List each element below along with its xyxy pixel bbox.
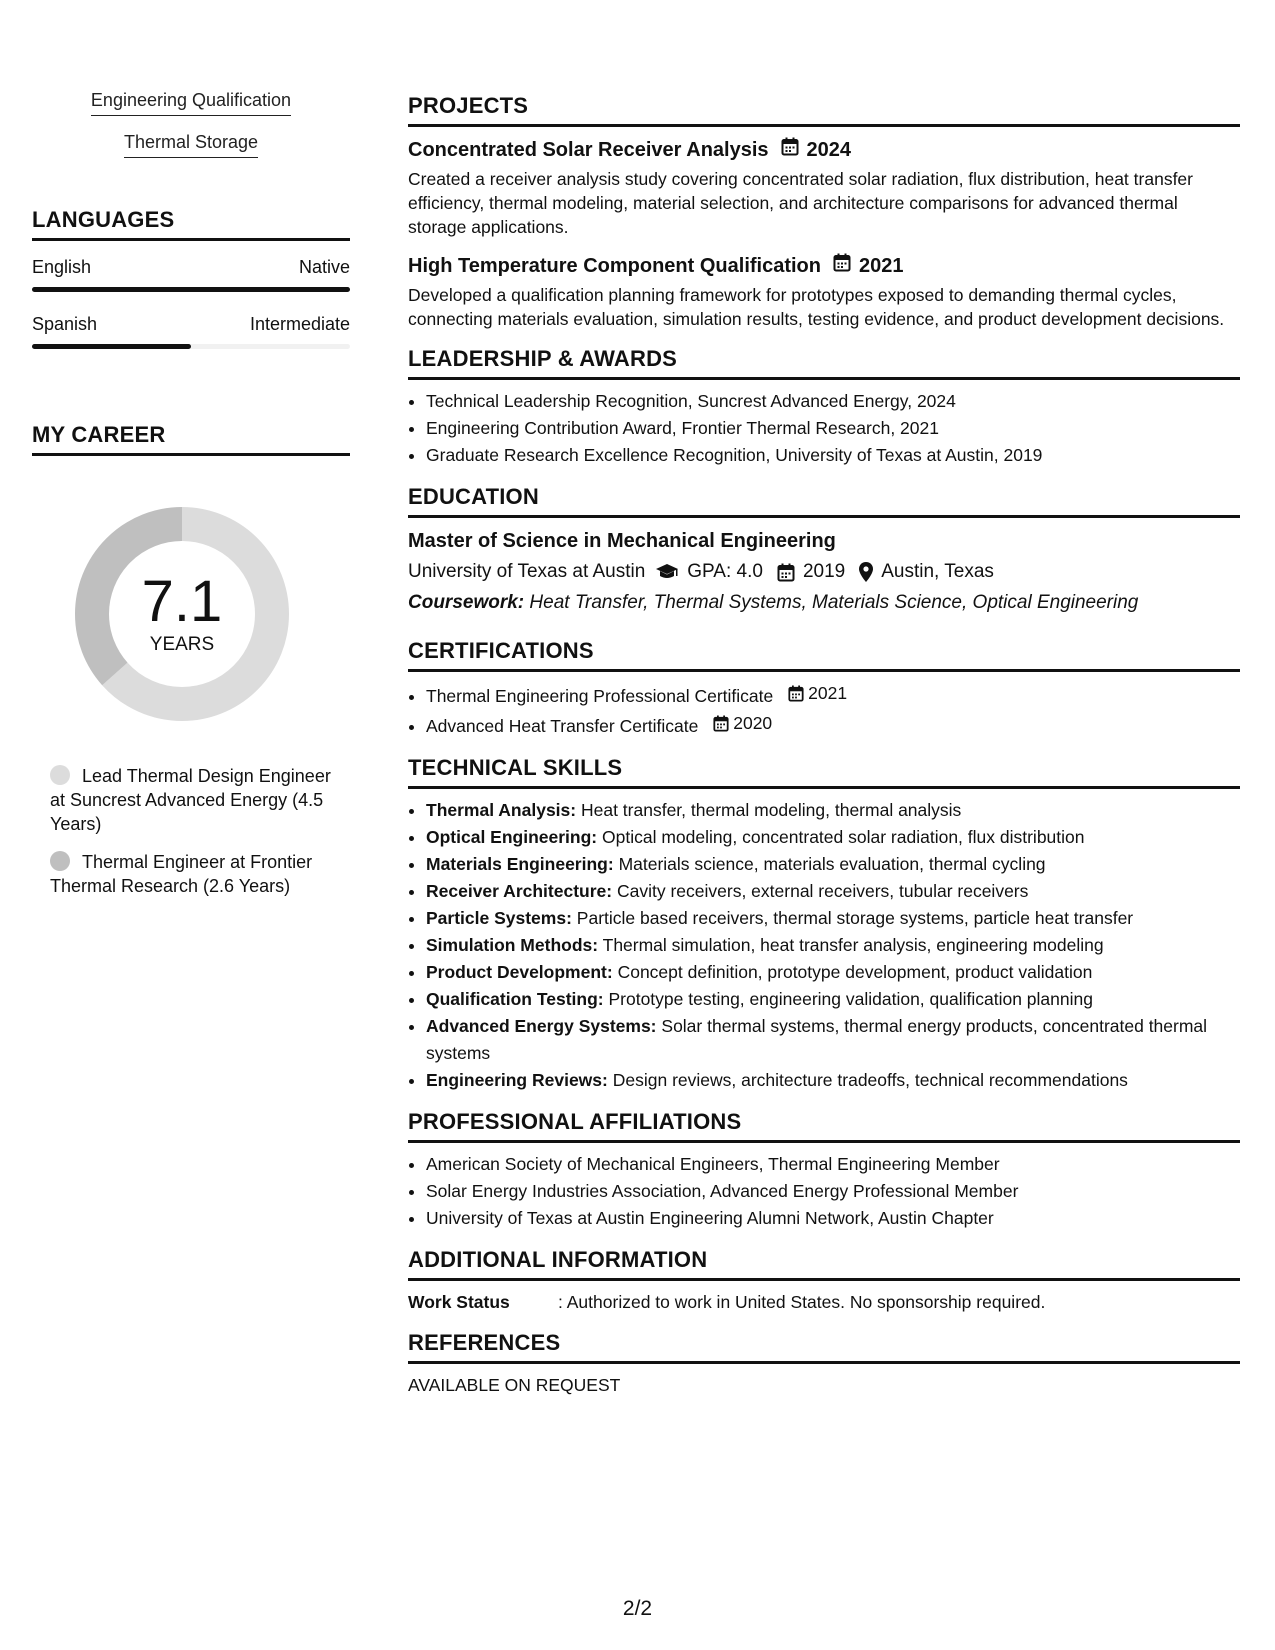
calendar-icon bbox=[833, 253, 851, 279]
list-item bbox=[426, 932, 1240, 959]
certifications-list bbox=[408, 680, 1240, 740]
education-year: 2019 bbox=[802, 561, 846, 582]
list-item bbox=[426, 959, 1240, 986]
affiliations-section bbox=[408, 1108, 1240, 1232]
language-level-fill bbox=[32, 344, 191, 349]
skill-label: Receiver Architecture: bbox=[426, 881, 613, 901]
skill-label: Optical Engineering: bbox=[426, 827, 598, 847]
affiliations-list bbox=[408, 1151, 1240, 1232]
list-item bbox=[426, 851, 1240, 878]
work-status-value: : Authorized to work in United States. No sponsorship required. bbox=[558, 1292, 1046, 1312]
project-item bbox=[408, 137, 1240, 239]
skill-text: Thermal simulation, heat transfer analysis, engineering modeling bbox=[602, 935, 1104, 955]
career-title: MY CAREER bbox=[32, 421, 350, 456]
skill-text: Concept definition, prototype development, product validation bbox=[617, 962, 1093, 982]
location-pin-icon bbox=[859, 562, 873, 582]
certification-name: Advanced Heat Transfer Certificate bbox=[426, 716, 699, 736]
language-level-bar bbox=[32, 344, 350, 349]
education-gpa: GPA: 4.0 bbox=[687, 561, 763, 582]
skill-label: Thermal Analysis: bbox=[426, 800, 577, 820]
education-location: Austin, Texas bbox=[881, 561, 994, 582]
coursework-text: Heat Transfer, Thermal Systems, Materials Science, Optical Engineering bbox=[529, 592, 1139, 613]
language-name: Spanish bbox=[32, 314, 98, 334]
projects-title: PROJECTS bbox=[408, 92, 1240, 127]
certification-name: Thermal Engineering Professional Certificate bbox=[426, 686, 774, 706]
project-description: Developed a qualification planning framework for prototypes exposed to demanding thermal cycles, connecting materials evaluation, simulation results, testing evidence, and product development decisions. bbox=[408, 285, 1225, 329]
skill-text: Particle based receivers, thermal storage systems, particle heat transfer bbox=[576, 908, 1134, 928]
certifications-title: CERTIFICATIONS bbox=[408, 637, 1240, 672]
skills-list bbox=[408, 797, 1240, 1094]
list-item: • Technical Leadership Recognition, Suncrest Advanced Energy, 2024 bbox=[426, 388, 1240, 415]
skill-text: Optical modeling, concentrated solar radiation, flux distribution bbox=[602, 827, 1085, 847]
education-school: University of Texas at Austin bbox=[408, 561, 646, 582]
career-donut-chart bbox=[64, 496, 300, 732]
education-coursework bbox=[408, 589, 1240, 617]
main-content bbox=[408, 92, 1240, 1412]
list-item bbox=[426, 878, 1240, 905]
calendar-icon bbox=[781, 137, 799, 163]
list-item bbox=[426, 710, 1240, 740]
education-title: EDUCATION bbox=[408, 483, 1240, 518]
legend-dot-icon bbox=[50, 765, 70, 785]
keyword-tag: Thermal Storage bbox=[124, 130, 258, 158]
language-name: English bbox=[32, 257, 92, 277]
skill-label: Advanced Energy Systems: bbox=[426, 1016, 657, 1036]
references-text: AVAILABLE ON REQUEST bbox=[408, 1375, 621, 1395]
language-level-bar bbox=[32, 287, 350, 292]
affiliations-title: PROFESSIONAL AFFILIATIONS bbox=[408, 1108, 1240, 1143]
project-year: 2024 bbox=[806, 139, 852, 161]
project-description: Created a receiver analysis study covering concentrated solar radiation, flux distribution, heat transfer efficiency, thermal modeling, material selection, and architecture comparisons for advanced thermal storage applications. bbox=[408, 169, 1193, 237]
list-item bbox=[426, 797, 1240, 824]
list-item: • Graduate Research Excellence Recognition, University of Texas at Austin, 2019 bbox=[426, 442, 1240, 469]
language-item bbox=[32, 312, 350, 349]
awards-title: LEADERSHIP & AWARDS bbox=[408, 345, 1240, 380]
sidebar bbox=[32, 80, 350, 912]
list-item bbox=[426, 986, 1240, 1013]
skill-label: Particle Systems: bbox=[426, 908, 572, 928]
project-name: Concentrated Solar Receiver Analysis bbox=[408, 139, 769, 161]
skills-title: TECHNICAL SKILLS bbox=[408, 754, 1240, 789]
list-item: • Solar Energy Industries Association, Advanced Energy Professional Member bbox=[426, 1178, 1240, 1205]
list-item bbox=[426, 1013, 1240, 1067]
career-legend-item bbox=[50, 850, 350, 898]
projects-section bbox=[408, 92, 1240, 331]
language-level: Native bbox=[298, 257, 350, 277]
skill-text: Cavity receivers, external receivers, tubular receivers bbox=[616, 881, 1029, 901]
career-role-label: Thermal Engineer at Frontier Thermal Research (2.6 Years) bbox=[50, 852, 313, 896]
list-item: • Engineering Contribution Award, Frontier Thermal Research, 2021 bbox=[426, 415, 1240, 442]
certification-year: 2021 bbox=[808, 683, 848, 703]
additional-section bbox=[408, 1246, 1240, 1315]
career-role-label: Lead Thermal Design Engineer at Suncrest Advanced Energy (4.5 Years) bbox=[50, 766, 331, 834]
skills-section bbox=[408, 754, 1240, 1094]
career-total-unit: YEARS bbox=[149, 634, 215, 655]
project-name: High Temperature Component Qualification bbox=[408, 255, 821, 277]
career-total-years: 7.1 bbox=[141, 569, 223, 634]
list-item bbox=[426, 905, 1240, 932]
skill-label: Product Development: bbox=[426, 962, 613, 982]
project-year: 2021 bbox=[859, 255, 904, 277]
awards-list bbox=[408, 388, 1240, 469]
work-status-label: Work Status bbox=[408, 1292, 510, 1312]
language-level-fill bbox=[32, 287, 350, 292]
calendar-icon bbox=[713, 715, 729, 732]
list-item bbox=[426, 1067, 1240, 1094]
skill-text: Solar thermal systems, thermal energy products, concentrated thermal systems bbox=[426, 1016, 1208, 1063]
additional-title: ADDITIONAL INFORMATION bbox=[408, 1246, 1240, 1281]
awards-section bbox=[408, 345, 1240, 469]
page-number: 2/2 bbox=[622, 1597, 653, 1620]
calendar-icon bbox=[777, 563, 795, 582]
skill-label: Engineering Reviews: bbox=[426, 1070, 608, 1090]
keyword-tag: Engineering Qualification bbox=[91, 88, 291, 116]
languages-section bbox=[32, 206, 350, 349]
references-section bbox=[408, 1329, 1240, 1398]
skill-text: Materials science, materials evaluation, thermal cycling bbox=[618, 854, 1046, 874]
certification-year: 2020 bbox=[733, 713, 773, 733]
list-item bbox=[426, 680, 1240, 710]
skill-label: Simulation Methods: bbox=[426, 935, 599, 955]
skill-text: Prototype testing, engineering validation, qualification planning bbox=[608, 989, 1093, 1009]
skill-label: Materials Engineering: bbox=[426, 854, 614, 874]
languages-title: LANGUAGES bbox=[32, 206, 350, 241]
references-title: REFERENCES bbox=[408, 1329, 1240, 1364]
list-item: • American Society of Mechanical Engineers, Thermal Engineering Member bbox=[426, 1151, 1240, 1178]
keyword-tags bbox=[32, 88, 350, 158]
career-legend bbox=[32, 764, 350, 898]
coursework-label: Coursework: bbox=[408, 592, 525, 613]
skill-text: Design reviews, architecture tradeoffs, technical recommendations bbox=[612, 1070, 1128, 1090]
education-degree: Master of Science in Mechanical Engineering bbox=[408, 530, 836, 552]
career-section bbox=[32, 421, 350, 898]
language-item bbox=[32, 255, 350, 292]
education-section bbox=[408, 483, 1240, 617]
career-legend-item bbox=[50, 764, 350, 836]
legend-dot-icon bbox=[50, 851, 70, 871]
list-item: • University of Texas at Austin Engineering Alumni Network, Austin Chapter bbox=[426, 1205, 1240, 1232]
skill-label: Qualification Testing: bbox=[426, 989, 604, 1009]
graduation-cap-icon bbox=[655, 563, 679, 581]
language-level: Intermediate bbox=[249, 314, 350, 334]
list-item bbox=[426, 824, 1240, 851]
skill-text: Heat transfer, thermal modeling, thermal analysis bbox=[580, 800, 962, 820]
calendar-icon bbox=[788, 685, 804, 702]
certifications-section bbox=[408, 637, 1240, 740]
project-item bbox=[408, 253, 1240, 331]
